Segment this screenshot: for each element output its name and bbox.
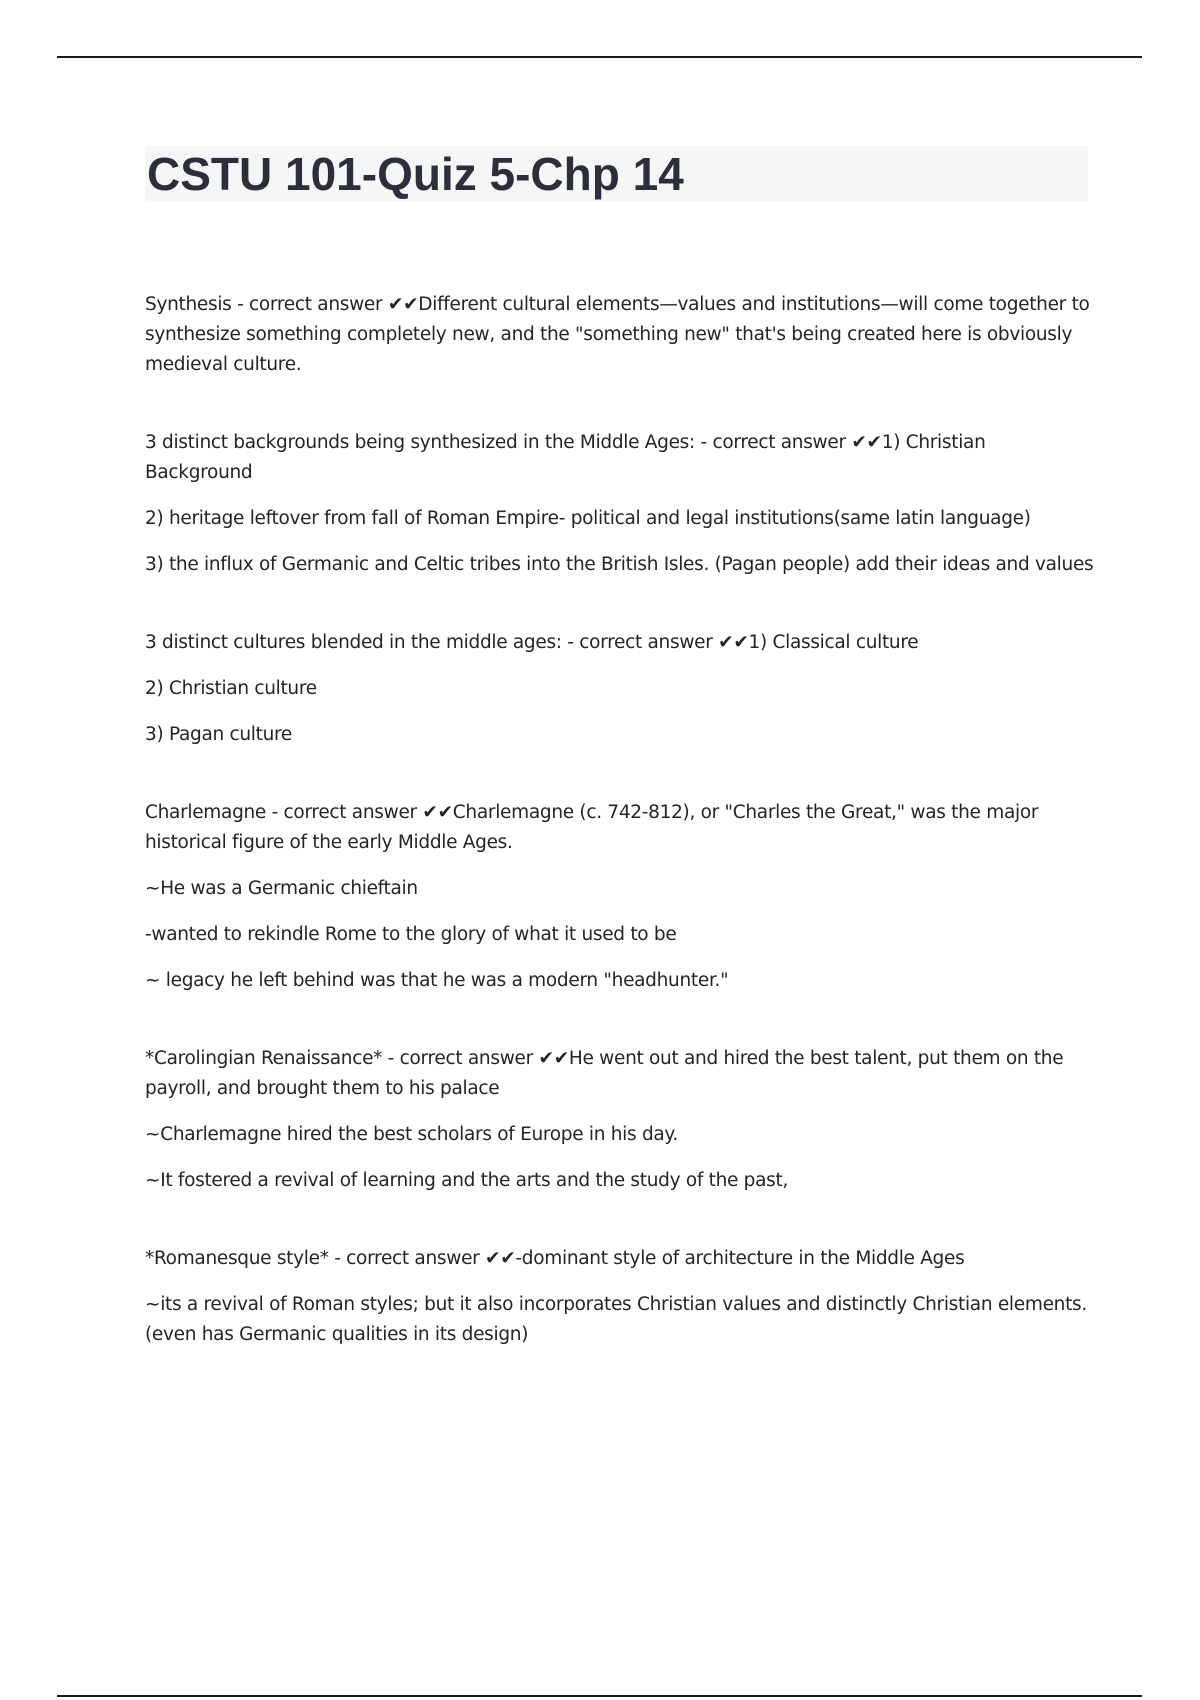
card-detail-line: 2) Christian culture <box>145 678 317 699</box>
flashcard <box>145 290 1095 380</box>
card-term-line: Charlemagne - correct answer ✔✔Charlemagne (c. 742-812), or "Charles the Great," was the major historical figure of the early Middle Ages. <box>145 802 1039 853</box>
card-term-line: *Carolingian Renaissance* - correct answer ✔✔He went out and hired the best talent, put them on the payroll, and brought them to his palace <box>145 1048 1064 1099</box>
flashcard <box>145 798 1095 996</box>
flashcard-list <box>145 290 1095 1398</box>
page-title: CSTU 101-Quiz 5-Chp 14 <box>147 148 684 200</box>
card-term-line: *Romanesque style* - correct answer ✔✔-dominant style of architecture in the Middle Ages <box>145 1248 965 1269</box>
card-detail-line: 3) Pagan culture <box>145 724 293 745</box>
bottom-divider <box>57 1695 1142 1697</box>
flashcard <box>145 428 1095 580</box>
flashcard <box>145 1044 1095 1196</box>
top-divider <box>57 56 1142 58</box>
card-detail-line: 3) the influx of Germanic and Celtic tribes into the British Isles. (Pagan people) add their ideas and values <box>145 554 1094 575</box>
flashcard <box>145 628 1095 750</box>
card-detail-line: 2) heritage leftover from fall of Roman Empire- political and legal institutions(same latin language) <box>145 508 1031 529</box>
card-detail-line: ~It fostered a revival of learning and the arts and the study of the past, <box>145 1170 789 1191</box>
flashcard <box>145 1244 1095 1350</box>
card-term-line: Synthesis - correct answer ✔✔Different cultural elements—values and institutions—will come together to synthesize something completely new, and the "something new" that's being created here is obviously medieval culture. <box>145 294 1090 375</box>
card-detail-line: -wanted to rekindle Rome to the glory of what it used to be <box>145 924 677 945</box>
card-detail-line: ~ legacy he left behind was that he was a modern "headhunter." <box>145 970 729 991</box>
card-detail-line: ~He was a Germanic chieftain <box>145 878 418 899</box>
card-term-line: 3 distinct backgrounds being synthesized in the Middle Ages: - correct answer ✔✔1) Christian Background <box>145 432 986 483</box>
card-detail-line: ~its a revival of Roman styles; but it also incorporates Christian values and distinctly Christian elements. (even has Germanic qualities in its design) <box>145 1294 1087 1345</box>
card-detail-line: ~Charlemagne hired the best scholars of Europe in his day. <box>145 1124 679 1145</box>
title-banner <box>145 146 1088 202</box>
card-term-line: 3 distinct cultures blended in the middle ages: - correct answer ✔✔1) Classical culture <box>145 632 919 653</box>
